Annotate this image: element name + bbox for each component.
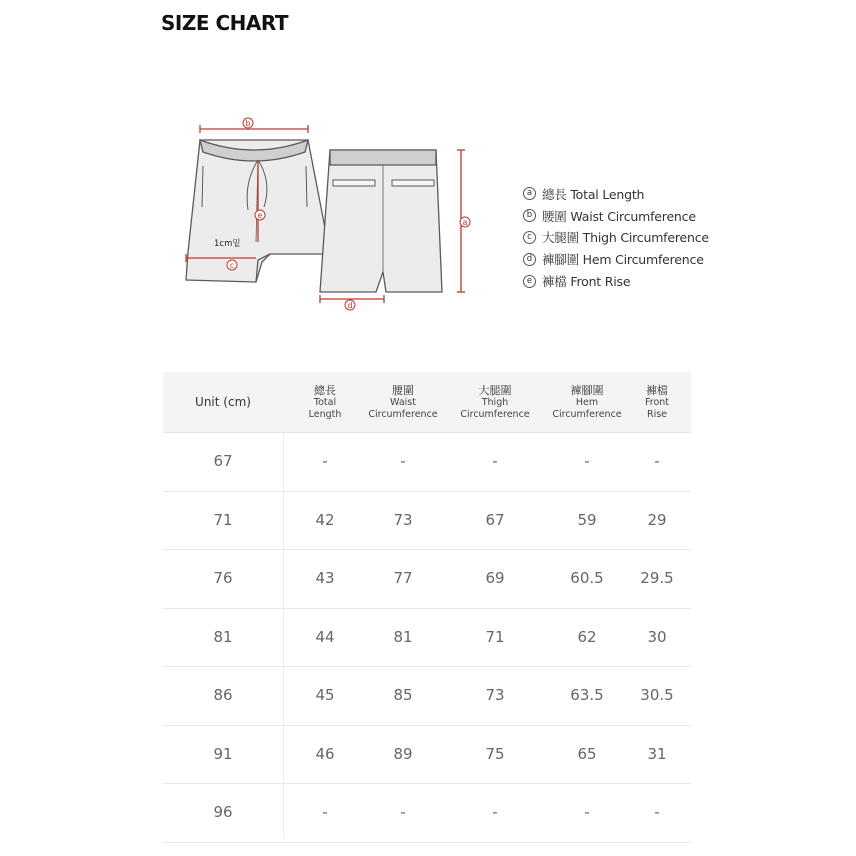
value-cell: 73 <box>393 510 413 529</box>
size-cell: 81 <box>213 627 233 646</box>
value-cell: 63.5 <box>570 686 604 704</box>
value-cell: 69 <box>485 569 505 587</box>
value-cell: 59 <box>577 510 597 529</box>
legend-text-c: 大腿圍 Thigh Circumference <box>542 230 709 246</box>
column-header-front-rise <box>633 372 681 432</box>
column-header-total-length <box>291 372 359 432</box>
legend-text-a: 總長 Total Length <box>542 186 645 202</box>
column-header-en: Length <box>308 408 342 420</box>
value-cell: 29 <box>647 510 667 529</box>
column-header-waist <box>363 372 443 432</box>
column-header-en: Circumference <box>368 408 438 420</box>
value-cell: - <box>400 803 406 821</box>
diagram-label-b: b <box>245 119 251 128</box>
column-header-en: Rise <box>646 408 668 420</box>
legend-letter-a: a <box>523 187 536 200</box>
value-cell: 89 <box>393 744 413 763</box>
legend-item-b <box>523 205 709 227</box>
legend-text-e: 褲檔 Front Rise <box>542 274 631 290</box>
diagram-label-d: d <box>347 301 353 310</box>
back-shorts-illustration <box>320 150 442 292</box>
value-cell: 46 <box>315 744 335 763</box>
size-cell: 96 <box>213 803 233 821</box>
column-header-hem <box>547 372 627 432</box>
size-cell: 86 <box>213 686 233 704</box>
diagram-label-e: e <box>257 211 263 220</box>
table-row <box>163 667 691 726</box>
value-cell: - <box>322 452 328 470</box>
value-cell: - <box>492 452 498 470</box>
column-header-zh: 總長 <box>314 383 336 397</box>
table-row <box>163 492 691 551</box>
legend-item-d <box>523 248 709 270</box>
column-header-en: Total <box>313 396 337 408</box>
value-cell: 31 <box>647 744 667 763</box>
size-cell: 76 <box>213 569 233 587</box>
table-row <box>163 609 691 668</box>
value-cell: 60.5 <box>570 569 604 587</box>
table-row <box>163 784 691 843</box>
column-header-en: Thigh <box>481 396 509 408</box>
page-title: SIZE CHART <box>161 11 289 35</box>
value-cell: 44 <box>315 627 335 646</box>
value-cell: - <box>492 803 498 821</box>
value-cell: - <box>654 803 660 821</box>
column-header-zh: 褲腳圍 <box>570 383 604 397</box>
size-cell: 67 <box>213 452 233 470</box>
column-header-en: Hem <box>575 396 599 408</box>
diagram-label-c: c <box>229 261 235 270</box>
value-cell: 67 <box>485 510 505 529</box>
size-table <box>163 372 691 843</box>
size-cell: 71 <box>213 510 233 529</box>
column-header-zh: 褲檔 <box>646 383 668 397</box>
legend-letter-b: b <box>523 209 536 222</box>
value-cell: 65 <box>577 744 597 763</box>
table-row <box>163 726 691 785</box>
legend-letter-e: e <box>523 275 536 288</box>
value-cell: 30.5 <box>640 686 674 704</box>
value-cell: 75 <box>485 744 505 763</box>
legend-item-c <box>523 227 709 249</box>
value-cell: 73 <box>485 686 505 704</box>
value-cell: 42 <box>315 510 335 529</box>
column-header-thigh <box>455 372 535 432</box>
value-cell: - <box>584 452 590 470</box>
column-header-en: Front <box>644 396 670 408</box>
legend-text-b: 腰圍 Waist Circumference <box>542 208 696 224</box>
value-cell: 29.5 <box>640 569 674 587</box>
column-header-en: Circumference <box>552 408 622 420</box>
table-row <box>163 433 691 492</box>
value-cell: 77 <box>393 569 413 587</box>
column-header-zh: 大腿圍 <box>478 383 512 397</box>
legend-letter-d: d <box>523 253 536 266</box>
table-header <box>163 372 691 433</box>
legend-item-e <box>523 270 709 292</box>
diagram-label-a: a <box>462 218 468 227</box>
legend-letter-c: c <box>523 231 536 244</box>
value-cell: 62 <box>577 627 597 646</box>
column-header-zh: 腰圍 <box>392 383 414 397</box>
value-cell: 85 <box>393 686 413 704</box>
value-cell: - <box>584 803 590 821</box>
measurement-legend <box>523 183 709 292</box>
value-cell: 30 <box>647 627 667 646</box>
legend-text-d: 褲腳圍 Hem Circumference <box>542 252 704 268</box>
shorts-diagram <box>178 112 478 317</box>
value-cell: 45 <box>315 686 335 704</box>
legend-item-a <box>523 183 709 205</box>
value-cell: 71 <box>485 627 505 646</box>
value-cell: 43 <box>315 569 335 587</box>
note-1cm: 1cm밑 <box>214 239 241 249</box>
size-cell: 91 <box>213 744 233 763</box>
table-row <box>163 550 691 609</box>
value-cell: - <box>654 452 660 470</box>
value-cell: - <box>400 452 406 470</box>
value-cell: - <box>322 803 328 821</box>
value-cell: 81 <box>393 627 413 646</box>
unit-header: Unit (cm) <box>195 395 251 409</box>
column-header-en: Waist <box>390 396 416 408</box>
column-header-en: Circumference <box>460 408 530 420</box>
